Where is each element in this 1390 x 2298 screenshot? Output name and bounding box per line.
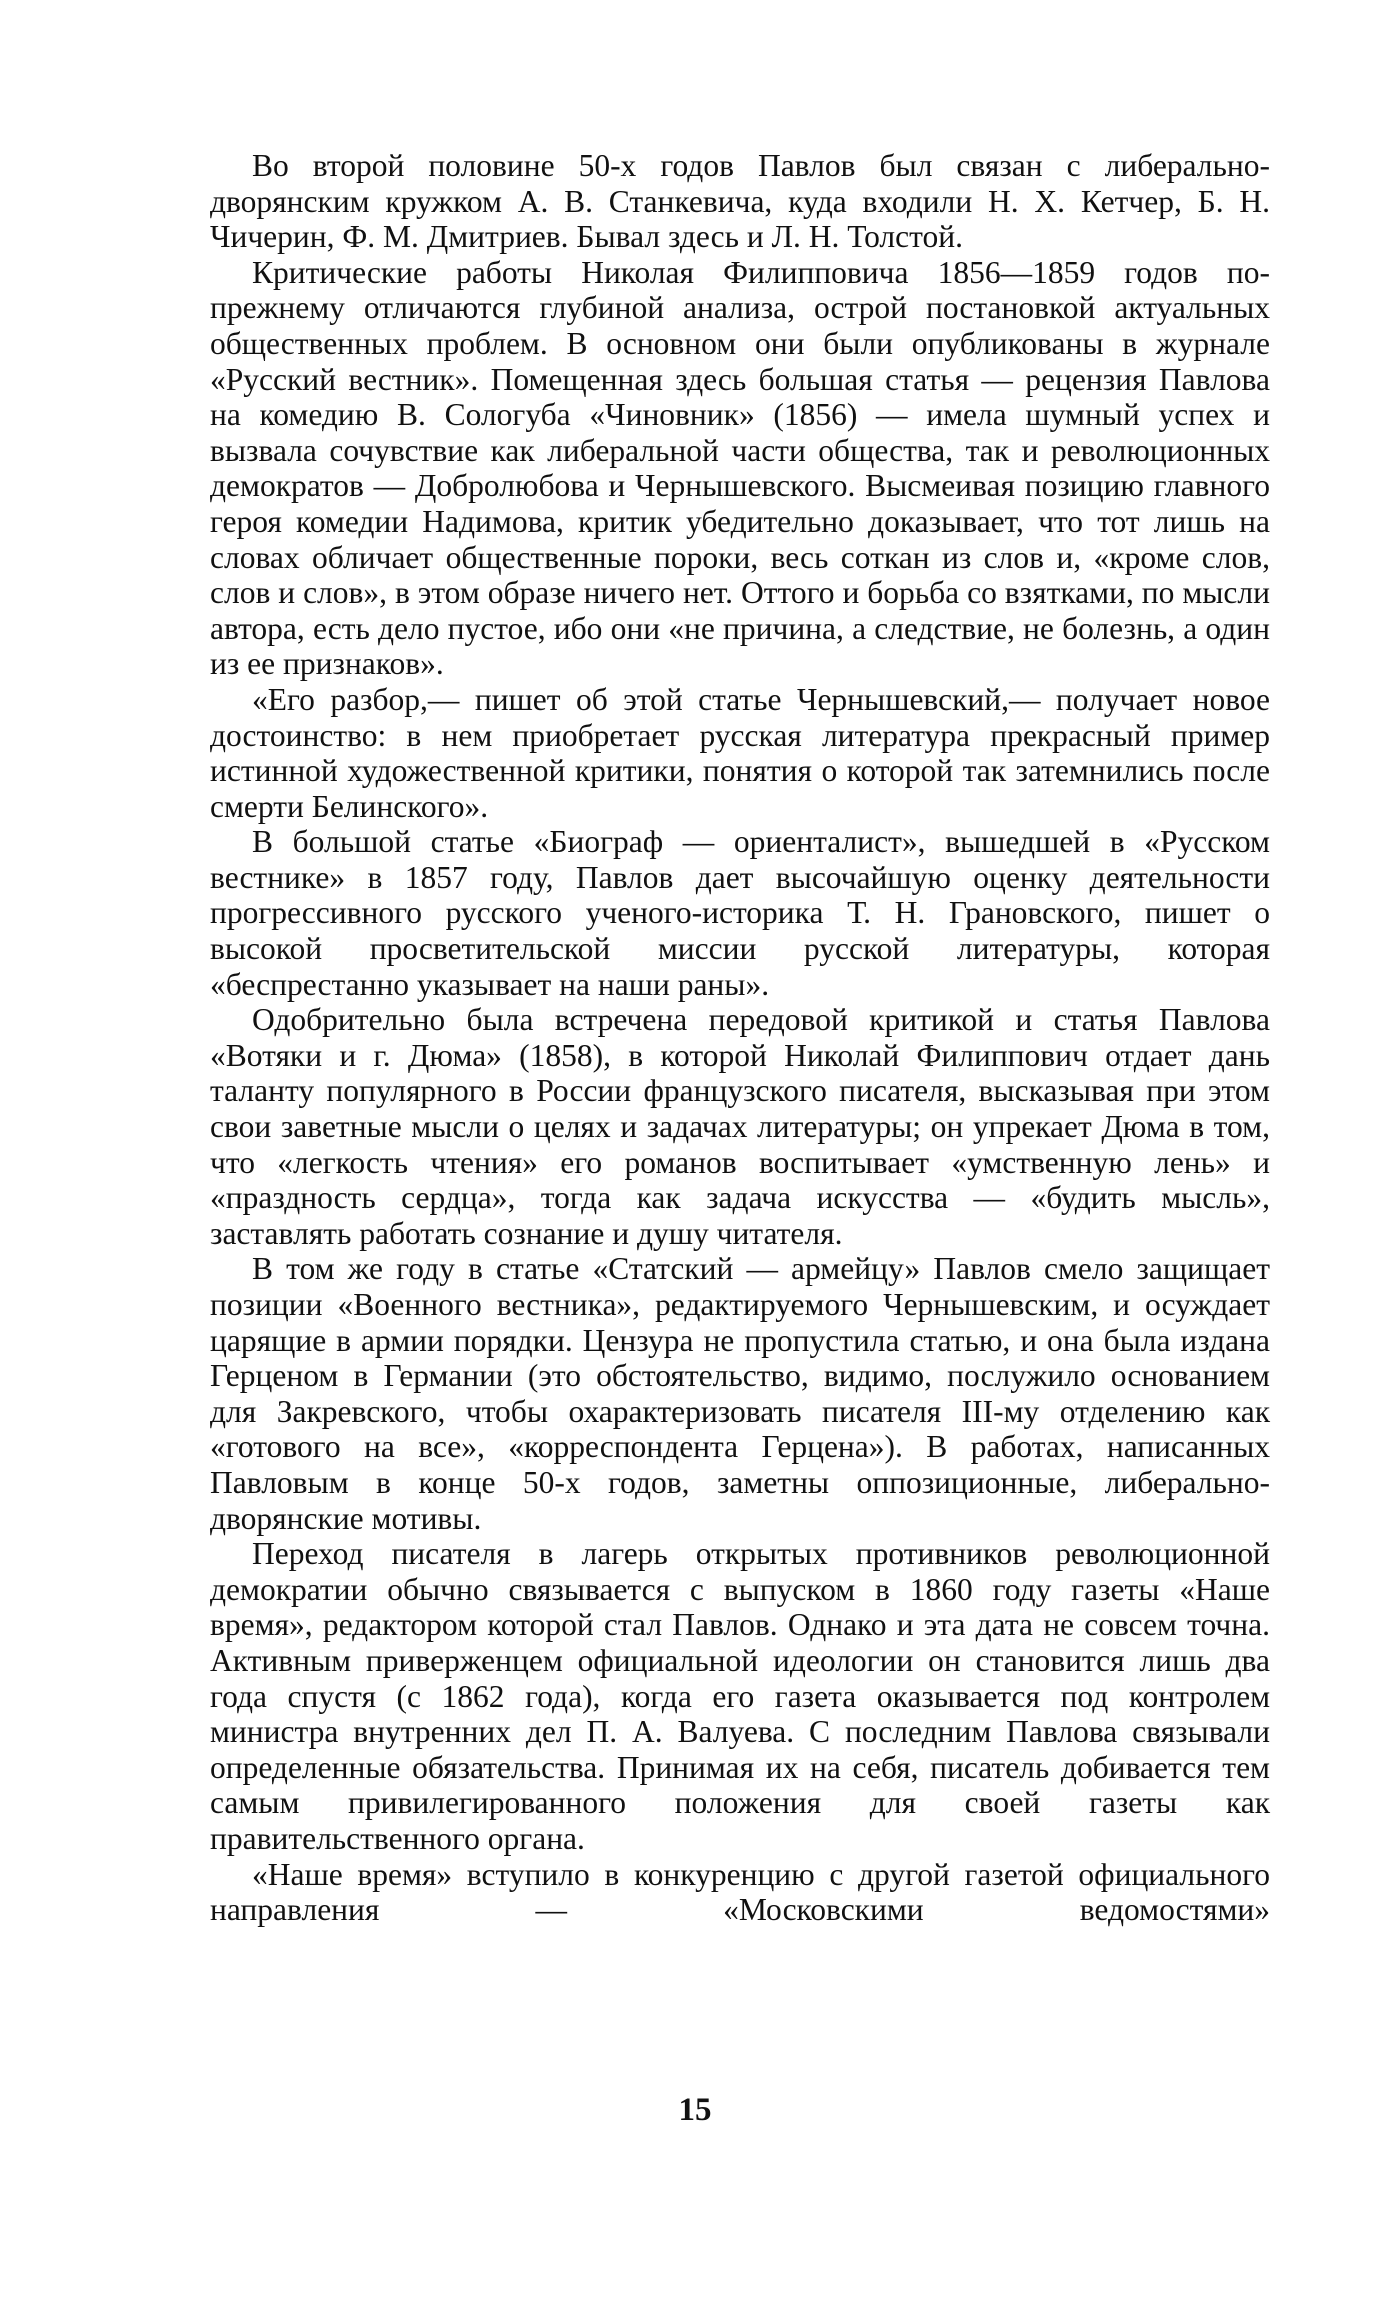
paragraph-1: Во второй половине 50-х годов Павлов был связан с либерально-дворянским кружком А. В. Станкевича, куда входили Н. Х. Кетчер, Б. Н. Чичерин, Ф. М. Дмитриев. Бывал здесь и Л. Н. Толстой. — [210, 148, 1270, 255]
paragraph-8: «Наше время» вступило в конкуренцию с другой газетой официального направления — «Московскими ведомостями» — [210, 1856, 1270, 1928]
paragraph-6: В том же году в статье «Статский — армейцу» Павлов смело защищает позиции «Военного вестника», редактируемого Чернышевским, и осуждает царящие в армии порядки. Цензура не пропустила статью, и она была издана Герценом в Германии (это обстоятельство, видимо, послужило основанием для Закревского, чтобы охарактеризовать писателя III-му отделению как «готового на все», «корреспондента Герцена»). В работах, написанных Павловым в конце 50-х годов, заметны оппозиционные, либерально-дворянские мотивы. — [210, 1251, 1270, 1536]
page-number: 15 — [678, 2092, 712, 2128]
paragraph-3: «Его разбор,— пишет об этой статье Чернышевский,— получает новое достоинство: в нем приобретает русская литература прекрасный пример истинной художественной критики, понятия о которой так затемнились после смерти Белинского». — [210, 681, 1270, 824]
paragraph-5: Одобрительно была встречена передовой критикой и статья Павлова «Вотяки и г. Дюма» (1858), в которой Николай Филиппович отдает дань таланту популярного в России французского писателя, высказывая при этом свои заветные мысли о целях и задачах литературы; он упрекает Дюма в том, что «легкость чтения» его романов воспитывает «умственную лень» и «праздность сердца», тогда как задача искусства — «будить мысль», заставлять работать сознание и душу читателя. — [210, 1002, 1270, 1251]
paragraph-7: Переход писателя в лагерь открытых противников революционной демократии обычно связывается с выпуском в 1860 году газеты «Наше время», редактором которой стал Павлов. Однако и эта дата не совсем точна. Активным приверженцем официальной идеологии он становится лишь два года спустя (с 1862 года), когда его газета оказывается под контролем министра внутренних дел П. А. Валуева. С последним Павлова связывали определенные обязательства. Принимая их на себя, писатель добивается тем самым привилегированного положения для своей газеты как правительственного органа. — [210, 1536, 1270, 1856]
paragraph-2: Критические работы Николая Филипповича 1856—1859 годов по-прежнему отличаются глубиной анализа, острой постановкой актуальных общественных проблем. В основном они были опубликованы в журнале «Русский вестник». Помещенная здесь большая статья — рецензия Павлова на комедию В. Сологуба «Чиновник» (1856) — имела шумный успех и вызвала сочувствие как либеральной части общества, так и революционных демократов — Добролюбова и Чернышевского. Высмеивая позицию главного героя комедии Надимова, критик убедительно доказывает, что тот лишь на словах обличает общественные пороки, весь соткан из слов и, «кроме слов, слов и слов», в этом образе ничего нет. Оттого и борьба со взятками, по мысли автора, есть дело пустое, ибо они «не причина, а следствие, не болезнь, а один из ее признаков». — [210, 254, 1270, 682]
paragraph-4: В большой статье «Биограф — ориенталист», вышедшей в «Русском вестнике» в 1857 году, Павлов дает высочайшую оценку деятельности прогрессивного русского ученого-историка Т. Н. Грановского, пишет о высокой просветительской миссии русской литературы, которая «беспрестанно указывает на наши раны». — [210, 824, 1270, 1002]
page-body — [210, 148, 1270, 1928]
